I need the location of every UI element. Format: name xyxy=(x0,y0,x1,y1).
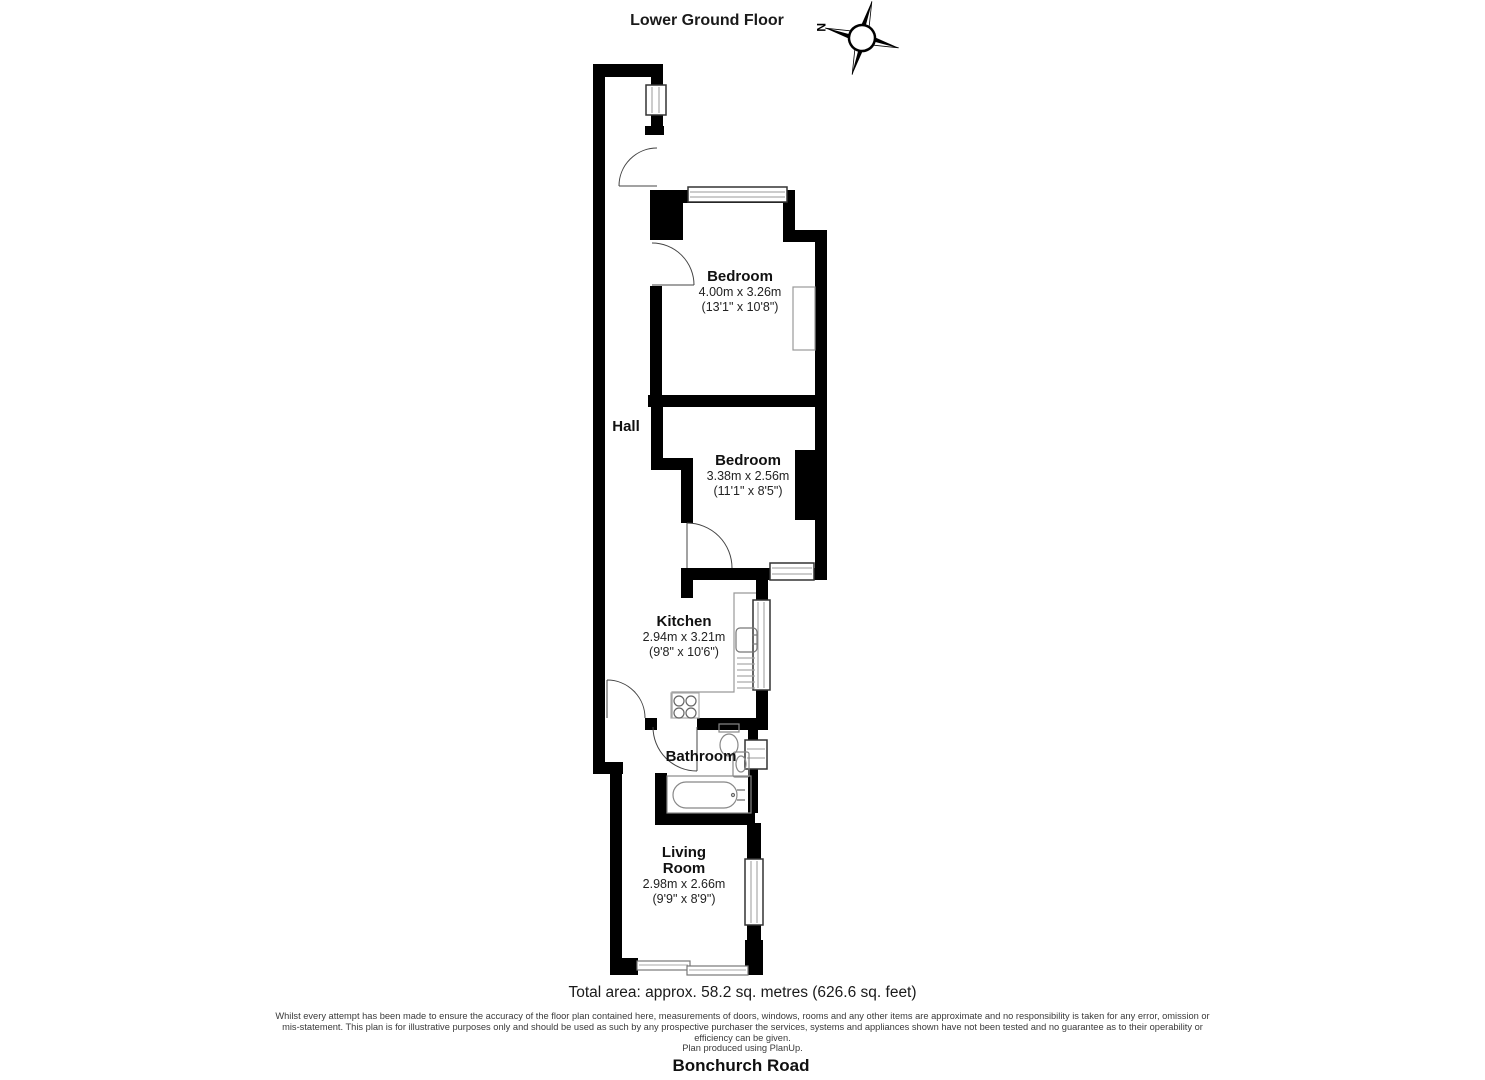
room-label-hall xyxy=(596,419,656,435)
room-label-kitchen xyxy=(599,614,769,659)
window-living-room-bottom-left xyxy=(637,961,690,970)
room-label-bedroom-1 xyxy=(655,269,825,314)
room-name: Living xyxy=(661,844,707,861)
room-dim-metric: 2.94m x 3.21m xyxy=(642,630,726,644)
window-bedroom-2 xyxy=(770,563,814,580)
room-label-bedroom-2 xyxy=(663,453,833,498)
door-kitchen xyxy=(607,680,645,718)
door-bedroom-2 xyxy=(687,523,732,568)
room-dim-imperial: (13'1" x 10'8") xyxy=(701,299,779,314)
room-name: Hall xyxy=(612,418,640,435)
room-label-living-room xyxy=(609,845,759,906)
window-hall-top xyxy=(646,85,666,115)
compass-icon xyxy=(814,0,909,85)
room-name: Kitchen xyxy=(656,613,712,630)
produced-by-text: Plan produced using PlanUp. xyxy=(682,1043,803,1054)
room-label-bathroom xyxy=(636,749,766,765)
disclaimer-block xyxy=(0,1011,1485,1054)
bath-icon xyxy=(667,776,751,813)
room-dim-imperial: (11'1" x 8'5") xyxy=(713,483,783,498)
room-dim-imperial: (9'9" x 8'9") xyxy=(652,891,716,906)
room-name: Bedroom xyxy=(715,452,781,469)
disclaimer-line-2: mis-statement. This plan is for illustrative purposes only and should be used as such by any prospective purchaser the services, systems and appliances shown have not been tested and no guarantee as to their operability or xyxy=(282,1021,1203,1032)
room-dim-metric: 3.38m x 2.56m xyxy=(706,469,790,483)
fixtures xyxy=(667,287,815,813)
window-bedroom-1 xyxy=(688,187,787,202)
room-name: Bedroom xyxy=(707,268,773,285)
address-title: Bonchurch Road xyxy=(672,1056,810,1075)
disclaimer-line-1: Whilst every attempt has been made to ensure the accuracy of the floor plan contained here, measurements of doors, windows, rooms and any other items are approximate and no responsibility is taken for any error, omission or xyxy=(275,1011,1210,1021)
total-area-text: Total area: approx. 58.2 sq. metres (626.6 sq. feet) xyxy=(568,984,917,1001)
room-name: Bathroom xyxy=(665,748,737,765)
room-dim-imperial: (9'8" x 10'6") xyxy=(649,644,719,659)
window-living-room-bottom-right xyxy=(687,966,748,975)
disclaimer-line-3: efficiency can be given. xyxy=(694,1032,791,1043)
room-dim-metric: 2.98m x 2.66m xyxy=(642,877,726,891)
page-title: Lower Ground Floor xyxy=(630,12,784,29)
hob-icon xyxy=(671,693,699,718)
room-dim-metric: 4.00m x 3.26m xyxy=(698,285,782,299)
room-name-line-2: Room xyxy=(662,860,706,877)
compass-north-label: N xyxy=(814,23,828,32)
door-hall-top xyxy=(619,148,657,186)
